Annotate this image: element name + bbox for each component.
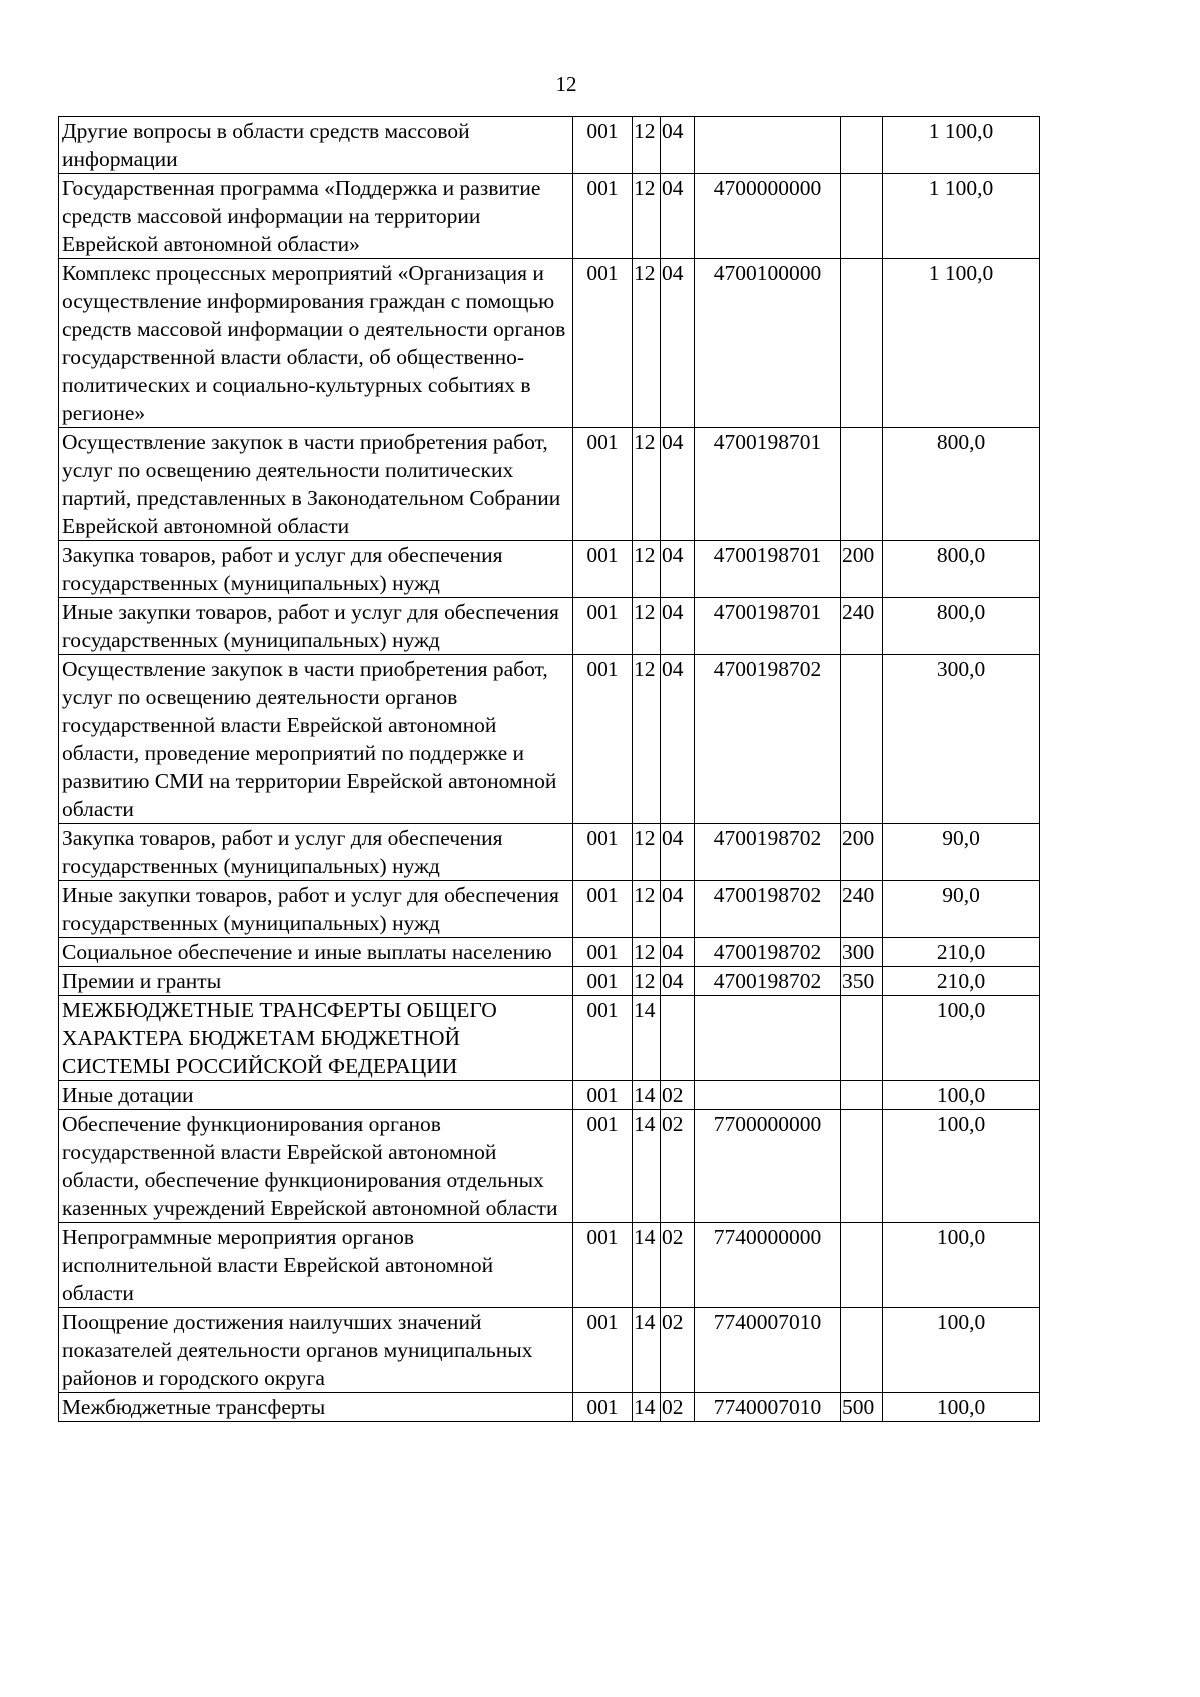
row-name-cell: Осуществление закупок в части приобретения работ, услуг по освещению деятельности органов государственной власти Еврейской автономной области, проведение мероприятий по поддержке и развитию СМИ на территории Еврейской автономной области — [59, 655, 573, 824]
row-name-cell: Закупка товаров, работ и услуг для обеспечения государственных (муниципальных) нужд — [59, 541, 573, 598]
table-row — [59, 1308, 1040, 1393]
row-section-cell: 12 — [633, 881, 661, 938]
table-row — [59, 1393, 1040, 1422]
row-section-cell: 12 — [633, 824, 661, 881]
row-admin-code-cell: 001 — [573, 824, 633, 881]
row-name-cell: Поощрение достижения наилучших значений показателей деятельности органов муниципальных районов и городского округа — [59, 1308, 573, 1393]
row-subsection-cell: 02 — [661, 1223, 695, 1308]
row-target-article-cell — [695, 996, 841, 1081]
row-sum-cell: 1 100,0 — [883, 117, 1040, 174]
row-subsection-cell: 02 — [661, 1110, 695, 1223]
row-expense-type-cell — [841, 1081, 883, 1110]
row-admin-code-cell: 001 — [573, 1081, 633, 1110]
row-subsection-cell: 04 — [661, 655, 695, 824]
row-sum-cell: 100,0 — [883, 1081, 1040, 1110]
row-expense-type-cell — [841, 1308, 883, 1393]
budget-table — [58, 116, 1040, 1422]
row-admin-code-cell: 001 — [573, 598, 633, 655]
row-name-cell: Обеспечение функционирования органов государственной власти Еврейской автономной области, обеспечение функционирования отдельных казенных учреждений Еврейской автономной области — [59, 1110, 573, 1223]
row-subsection-cell: 02 — [661, 1081, 695, 1110]
row-sum-cell: 1 100,0 — [883, 259, 1040, 428]
row-admin-code-cell: 001 — [573, 117, 633, 174]
row-expense-type-cell: 200 — [841, 541, 883, 598]
row-expense-type-cell — [841, 1110, 883, 1223]
row-sum-cell: 210,0 — [883, 967, 1040, 996]
page-number: 12 — [555, 72, 577, 96]
row-section-cell: 12 — [633, 938, 661, 967]
table-row — [59, 598, 1040, 655]
row-admin-code-cell: 001 — [573, 428, 633, 541]
row-section-cell: 12 — [633, 428, 661, 541]
row-admin-code-cell: 001 — [573, 967, 633, 996]
row-target-article-cell: 4700000000 — [695, 174, 841, 259]
row-name-cell: Межбюджетные трансферты — [59, 1393, 573, 1422]
row-sum-cell: 800,0 — [883, 598, 1040, 655]
row-section-cell: 14 — [633, 996, 661, 1081]
table-row — [59, 996, 1040, 1081]
row-section-cell: 14 — [633, 1110, 661, 1223]
row-subsection-cell: 04 — [661, 938, 695, 967]
row-sum-cell: 100,0 — [883, 996, 1040, 1081]
row-target-article-cell — [695, 117, 841, 174]
row-admin-code-cell: 001 — [573, 541, 633, 598]
row-target-article-cell: 4700198702 — [695, 967, 841, 996]
row-target-article-cell: 4700198701 — [695, 428, 841, 541]
row-subsection-cell: 02 — [661, 1393, 695, 1422]
row-name-cell: Иные дотации — [59, 1081, 573, 1110]
row-expense-type-cell: 240 — [841, 881, 883, 938]
row-name-cell: Закупка товаров, работ и услуг для обеспечения государственных (муниципальных) нужд — [59, 824, 573, 881]
row-name-cell: Иные закупки товаров, работ и услуг для обеспечения государственных (муниципальных) нужд — [59, 881, 573, 938]
row-subsection-cell: 04 — [661, 428, 695, 541]
row-section-cell: 14 — [633, 1393, 661, 1422]
row-target-article-cell: 4700198702 — [695, 938, 841, 967]
table-row — [59, 938, 1040, 967]
row-sum-cell: 100,0 — [883, 1308, 1040, 1393]
row-name-cell: Иные закупки товаров, работ и услуг для обеспечения государственных (муниципальных) нужд — [59, 598, 573, 655]
row-expense-type-cell — [841, 655, 883, 824]
row-name-cell: Другие вопросы в области средств массовой информации — [59, 117, 573, 174]
row-subsection-cell: 04 — [661, 259, 695, 428]
table-row — [59, 541, 1040, 598]
row-section-cell: 14 — [633, 1081, 661, 1110]
row-target-article-cell: 4700198702 — [695, 824, 841, 881]
row-subsection-cell: 04 — [661, 174, 695, 259]
row-target-article-cell — [695, 1081, 841, 1110]
row-name-cell: Непрограммные мероприятия органов исполнительной власти Еврейской автономной области — [59, 1223, 573, 1308]
row-name-cell: Премии и гранты — [59, 967, 573, 996]
row-target-article-cell: 7740007010 — [695, 1308, 841, 1393]
row-target-article-cell: 7700000000 — [695, 1110, 841, 1223]
table-row — [59, 117, 1040, 174]
row-sum-cell: 90,0 — [883, 824, 1040, 881]
row-admin-code-cell: 001 — [573, 996, 633, 1081]
row-subsection-cell: 04 — [661, 967, 695, 996]
table-row — [59, 824, 1040, 881]
row-name-cell: Осуществление закупок в части приобретения работ, услуг по освещению деятельности политических партий, представленных в Законодательном Собрании Еврейской автономной области — [59, 428, 573, 541]
table-row — [59, 1110, 1040, 1223]
table-row — [59, 259, 1040, 428]
row-admin-code-cell: 001 — [573, 1308, 633, 1393]
row-subsection-cell: 04 — [661, 881, 695, 938]
row-target-article-cell: 4700198702 — [695, 881, 841, 938]
row-expense-type-cell — [841, 996, 883, 1081]
row-target-article-cell: 4700198701 — [695, 598, 841, 655]
table-row — [59, 1081, 1040, 1110]
row-sum-cell: 300,0 — [883, 655, 1040, 824]
row-section-cell: 12 — [633, 541, 661, 598]
row-name-cell: Социальное обеспечение и иные выплаты населению — [59, 938, 573, 967]
row-admin-code-cell: 001 — [573, 1393, 633, 1422]
row-admin-code-cell: 001 — [573, 881, 633, 938]
row-name-cell: МЕЖБЮДЖЕТНЫЕ ТРАНСФЕРТЫ ОБЩЕГО ХАРАКТЕРА БЮДЖЕТАМ БЮДЖЕТНОЙ СИСТЕМЫ РОССИЙСКОЙ ФЕДЕРАЦИИ — [59, 996, 573, 1081]
row-expense-type-cell — [841, 1223, 883, 1308]
row-target-article-cell: 4700100000 — [695, 259, 841, 428]
row-admin-code-cell: 001 — [573, 259, 633, 428]
row-target-article-cell: 7740007010 — [695, 1393, 841, 1422]
row-target-article-cell: 4700198702 — [695, 655, 841, 824]
row-section-cell: 12 — [633, 598, 661, 655]
row-subsection-cell: 04 — [661, 824, 695, 881]
row-subsection-cell: 02 — [661, 1308, 695, 1393]
row-section-cell: 12 — [633, 117, 661, 174]
row-sum-cell: 800,0 — [883, 428, 1040, 541]
row-section-cell: 12 — [633, 655, 661, 824]
row-sum-cell: 210,0 — [883, 938, 1040, 967]
row-sum-cell: 1 100,0 — [883, 174, 1040, 259]
row-target-article-cell: 4700198701 — [695, 541, 841, 598]
row-admin-code-cell: 001 — [573, 938, 633, 967]
table-row — [59, 428, 1040, 541]
row-subsection-cell: 04 — [661, 117, 695, 174]
row-expense-type-cell: 500 — [841, 1393, 883, 1422]
row-sum-cell: 800,0 — [883, 541, 1040, 598]
row-admin-code-cell: 001 — [573, 1223, 633, 1308]
row-section-cell: 14 — [633, 1223, 661, 1308]
row-sum-cell: 90,0 — [883, 881, 1040, 938]
row-sum-cell: 100,0 — [883, 1223, 1040, 1308]
row-sum-cell: 100,0 — [883, 1393, 1040, 1422]
row-subsection-cell: 04 — [661, 598, 695, 655]
row-admin-code-cell: 001 — [573, 174, 633, 259]
row-admin-code-cell: 001 — [573, 1110, 633, 1223]
table-row — [59, 1223, 1040, 1308]
row-target-article-cell: 7740000000 — [695, 1223, 841, 1308]
row-expense-type-cell: 200 — [841, 824, 883, 881]
table-row — [59, 881, 1040, 938]
row-expense-type-cell: 300 — [841, 938, 883, 967]
row-subsection-cell — [661, 996, 695, 1081]
row-expense-type-cell — [841, 174, 883, 259]
table-row — [59, 174, 1040, 259]
row-sum-cell: 100,0 — [883, 1110, 1040, 1223]
row-section-cell: 12 — [633, 174, 661, 259]
row-expense-type-cell — [841, 117, 883, 174]
row-section-cell: 12 — [633, 259, 661, 428]
table-row — [59, 967, 1040, 996]
row-section-cell: 14 — [633, 1308, 661, 1393]
row-subsection-cell: 04 — [661, 541, 695, 598]
row-name-cell: Комплекс процессных мероприятий «Организация и осуществление информирования граждан с помощью средств массовой информации о деятельности органов государственной власти области, об общественно-политических и социально-культурных событиях в регионе» — [59, 259, 573, 428]
table-row — [59, 655, 1040, 824]
row-name-cell: Государственная программа «Поддержка и развитие средств массовой информации на территории Еврейской автономной области» — [59, 174, 573, 259]
row-section-cell: 12 — [633, 967, 661, 996]
row-expense-type-cell — [841, 259, 883, 428]
row-expense-type-cell: 240 — [841, 598, 883, 655]
row-expense-type-cell — [841, 428, 883, 541]
row-expense-type-cell: 350 — [841, 967, 883, 996]
row-admin-code-cell: 001 — [573, 655, 633, 824]
